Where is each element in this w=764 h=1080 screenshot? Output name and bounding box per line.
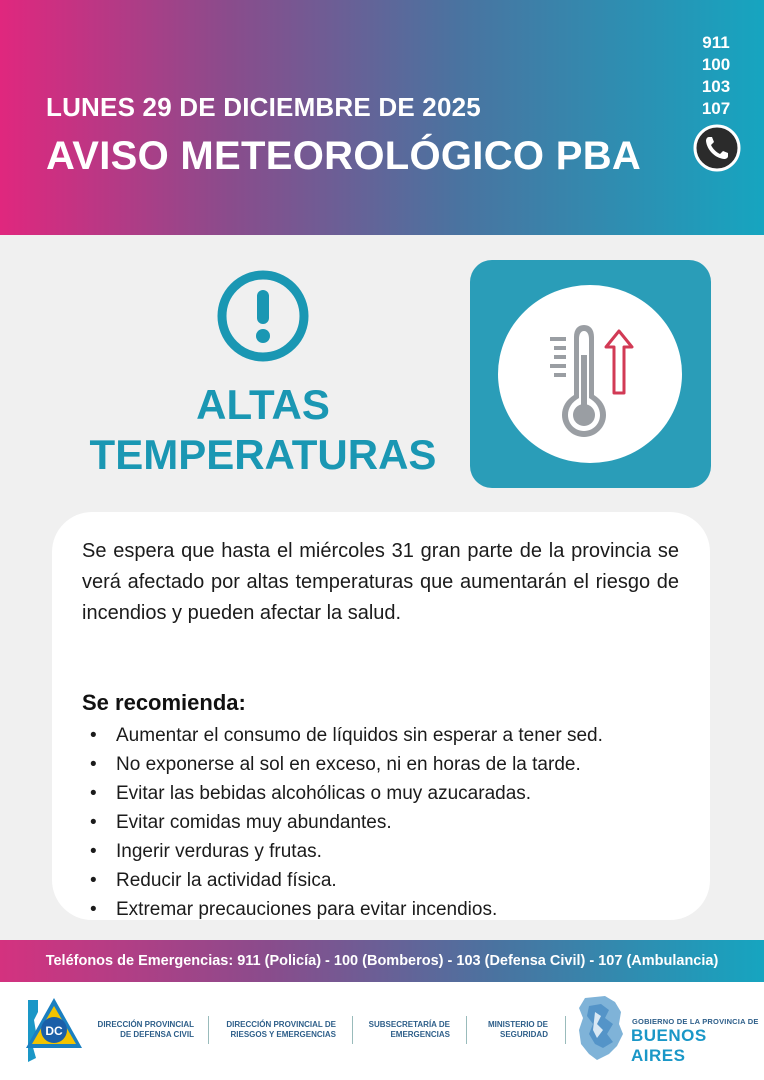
list-item: • Aumentar el consumo de líquidos sin esperar a tener sed. [90, 725, 603, 746]
dc-logo-icon [20, 992, 84, 1066]
thermometer-circle [498, 285, 682, 463]
phone-number[interactable]: 103 [701, 77, 731, 96]
org-ministerio: MINISTERIO DE SEGURIDAD [487, 1020, 548, 1039]
gov-label-big: BUENOS AIRES [631, 1026, 707, 1065]
list-item: • Reducir la actividad física. [90, 870, 337, 891]
alert-title [60, 380, 466, 480]
alert-title-line: ALTAS [196, 381, 330, 428]
list-item: • Extremar precauciones para evitar incendios. [90, 899, 498, 920]
province-map-icon [575, 994, 625, 1062]
phone-number[interactable]: 107 [701, 99, 731, 118]
dc-logo-text: DC [45, 1024, 63, 1038]
emergency-phones-bar: Teléfonos de Emergencias: 911 (Policía) - 100 (Bomberos) - 103 (Defensa Civil) - 107 (Ambulancia) [0, 940, 764, 982]
divider [466, 1016, 467, 1044]
phone-numbers [690, 32, 742, 120]
phone-icon [693, 124, 741, 172]
thermometer-panel [470, 260, 711, 488]
exclamation-circle-icon [215, 268, 311, 364]
list-item: • No exponerse al sol en exceso, ni en horas de la tarde. [90, 754, 581, 775]
divider [565, 1016, 566, 1044]
bulletin-date: LUNES 29 DE DICIEMBRE DE 2025 [46, 92, 481, 122]
recommendations-title: Se recomienda: [82, 690, 246, 715]
recommendations-list [82, 721, 603, 924]
info-card [52, 512, 710, 920]
list-item: • Evitar comidas muy abundantes. [90, 812, 392, 833]
org-riesgos-emergencias: DIRECCIÓN PROVINCIAL DE RIESGOS Y EMERGENCIAS [226, 1020, 336, 1039]
divider [208, 1016, 209, 1044]
list-item: • Evitar las bebidas alcohólicas o muy azucaradas. [90, 783, 532, 804]
phone-number[interactable]: 911 [702, 33, 730, 52]
footer-logos [0, 982, 764, 1080]
alert-title-line: TEMPERATURAS [89, 431, 437, 478]
phone-number[interactable]: 100 [701, 55, 731, 74]
bulletin-title: AVISO METEOROLÓGICO PBA [46, 134, 642, 178]
intro-text: Se espera que hasta el miércoles 31 gran parte de la provincia se verá afectado por altas temperaturas que aumentarán el riesgo de incendios y pueden afectar la salud. [82, 540, 679, 624]
gov-label-small: GOBIERNO DE LA PROVINCIA DE [632, 1017, 759, 1026]
thermometer-rising-icon [498, 285, 682, 463]
list-item: • Ingerir verduras y frutas. [90, 841, 322, 862]
divider [352, 1016, 353, 1044]
header-banner [0, 0, 764, 235]
org-subsecretaria: SUBSECRETARÍA DE EMERGENCIAS [368, 1020, 450, 1039]
org-defensa-civil: DIRECCIÓN PROVINCIAL DE DEFENSA CIVIL [97, 1020, 194, 1039]
